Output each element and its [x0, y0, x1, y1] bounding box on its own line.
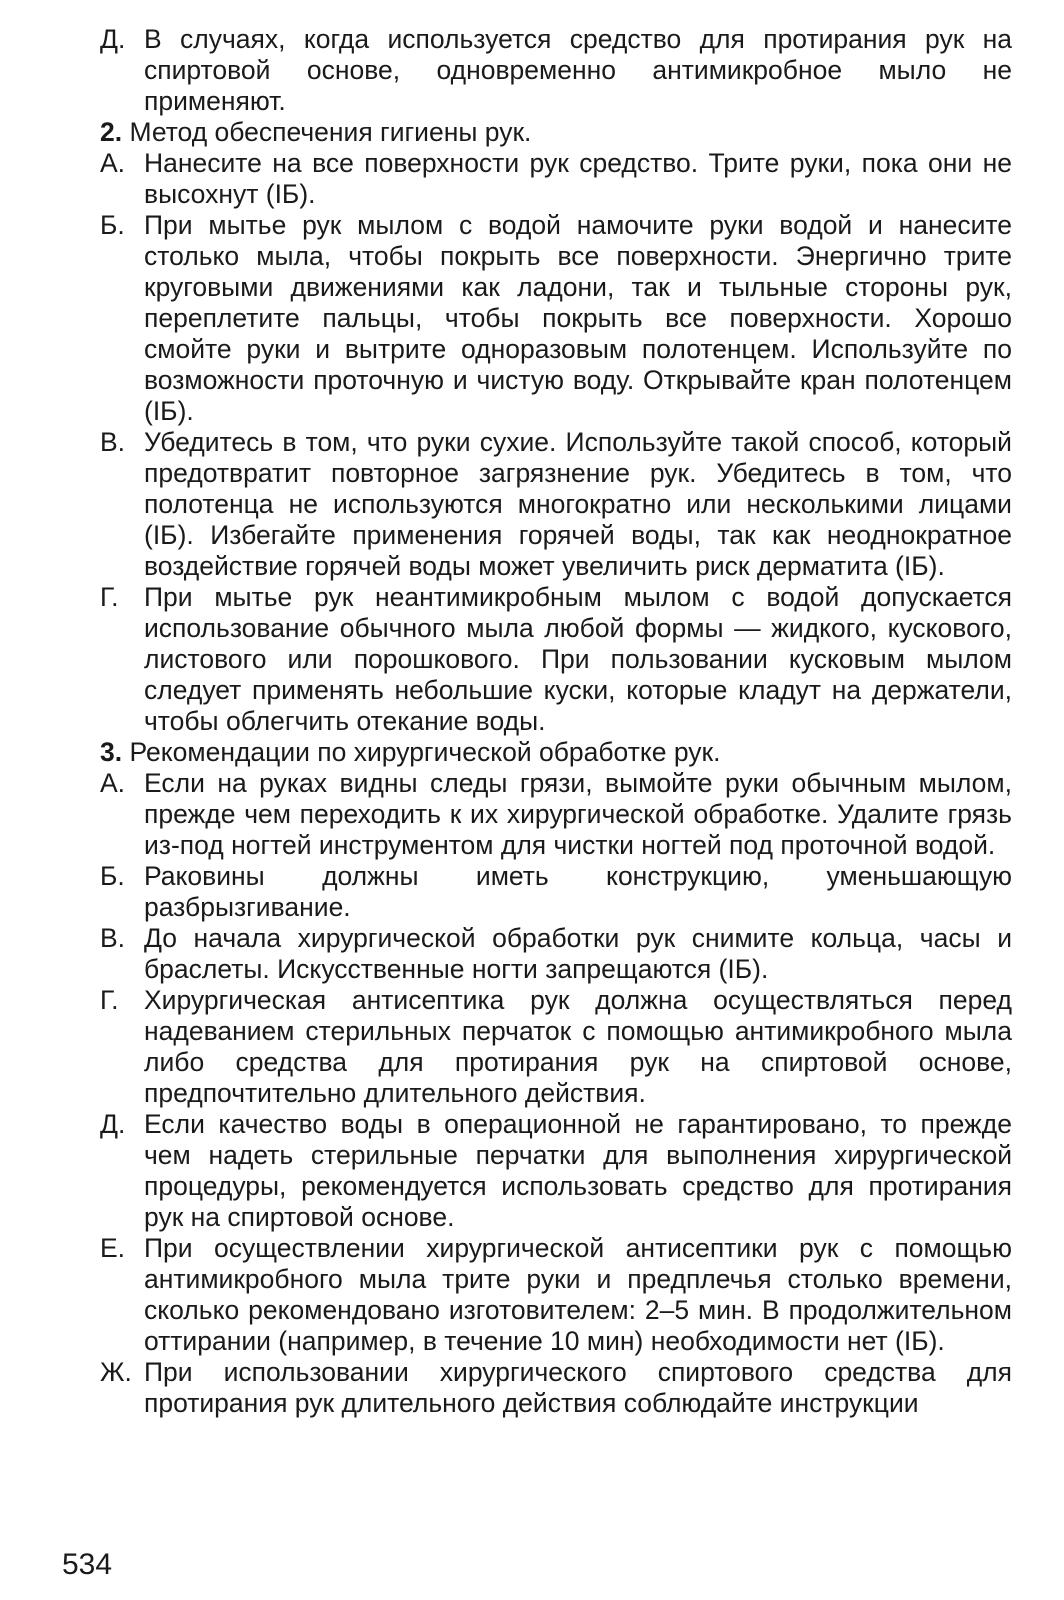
page-content — [100, 24, 1012, 1419]
section-number: 2. — [100, 117, 123, 147]
item-a-apply — [100, 148, 1012, 210]
item-v-jewelry — [100, 923, 1012, 985]
item-label: А. — [100, 768, 126, 798]
item-label: В. — [100, 923, 126, 953]
item-label: Е. — [100, 1233, 126, 1263]
item-text: Если качество воды в операционной не гарантировано, то прежде чем надеть стерильные перчатки для выполнения хирургической процедуры, рекомендуется использовать средство для протирания рук на спиртовой основе. — [144, 1109, 1012, 1232]
section-number: 3. — [100, 737, 123, 767]
item-e-scrub-time — [100, 1233, 1012, 1357]
item-label: Ж. — [100, 1357, 132, 1387]
item-label: Б. — [100, 861, 125, 891]
item-label: А. — [100, 148, 126, 178]
page-number: 534 — [62, 1548, 113, 1581]
section-title: Рекомендации по хирургической обработке рук. — [129, 737, 721, 767]
item-label: В. — [100, 427, 126, 457]
item-text: При мытье рук неантимикробным мылом с водой допускается использование обычного мыла любой формы — жидкого, кускового, листового или порошкового. При пользовании кусковым мылом следует применять небольшие куски, которые кладут на держатели, чтобы облегчить отекание воды. — [144, 582, 1012, 736]
item-v-dry-hands — [100, 427, 1012, 582]
item-text: Если на руках видны следы грязи, вымойте руки обычным мылом, прежде чем переходить к их хирургической обработке. Удалите грязь из-под ногтей инструментом для чистки ногтей под проточной водой. — [144, 768, 1012, 860]
item-label: Г. — [100, 985, 119, 1015]
item-text: При использовании хирургического спиртового средства для протирания рук длительного действия соблюдайте инструкции — [144, 1357, 1012, 1418]
item-text: Хирургическая антисептика рук должна осуществляться перед надеванием стерильных перчаток с помощью антимикробного мыла либо средства для протирания рук на спиртовой основе, предпочтительно длительного действия. — [144, 985, 1012, 1108]
item-zh-alcohol-surgical — [100, 1357, 1012, 1419]
item-b-sinks — [100, 861, 1012, 923]
item-text: В случаях, когда используется средство для протирания рук на спиртовой основе, одновременно антимикробное мыло не применяют. — [144, 24, 1012, 116]
item-label: Б. — [100, 210, 125, 240]
item-text: Раковины должны иметь конструкцию, уменьшающую разбрызгивание. — [144, 861, 1012, 922]
item-b-soap-water — [100, 210, 1012, 427]
section-title: Метод обеспечения гигиены рук. — [129, 117, 532, 147]
item-g-plain-soap — [100, 582, 1012, 737]
section-3-heading — [100, 737, 1012, 768]
item-d-water-quality — [100, 1109, 1012, 1233]
item-d-alcohol-rub — [100, 24, 1012, 117]
item-label: Д. — [100, 24, 126, 54]
item-text: При осуществлении хирургической антисептики рук с помощью антимикробного мыла трите руки и предплечья столько времени, сколько рекомендовано изготовителем: 2–5 мин. В продолжительном оттирании (например, в течение 10 мин) необходимости нет (IБ). — [144, 1233, 1012, 1356]
item-g-surgical-antisepsis — [100, 985, 1012, 1109]
item-text: До начала хирургической обработки рук снимите кольца, часы и браслеты. Искусственные ногти запрещаются (IБ). — [144, 923, 1012, 984]
item-a-dirt — [100, 768, 1012, 861]
item-label: Г. — [100, 582, 119, 612]
item-label: Д. — [100, 1109, 126, 1139]
item-text: Убедитесь в том, что руки сухие. Используйте такой способ, который предотвратит повторное загрязнение рук. Убедитесь в том, что полотенца не используются многократно или несколькими лицами (IБ). Избегайте применения горячей воды, так как неоднократное воздействие горячей воды может увеличить риск дерматита (IБ). — [144, 427, 1012, 581]
item-text: При мытье рук мылом с водой намочите руки водой и нанесите столько мыла, чтобы покрыть все поверхности. Энергично трите круговыми движениями как ладони, так и тыльные стороны рук, переплетите пальцы, чтобы покрыть все поверхности. Хорошо смойте руки и вытрите одноразовым полотенцем. Используйте по возможности проточную и чистую воду. Открывайте кран полотенцем (IБ). — [144, 210, 1012, 426]
item-text: Нанесите на все поверхности рук средство. Трите руки, пока они не высохнут (IБ). — [144, 148, 1012, 209]
section-2-heading — [100, 117, 1012, 148]
